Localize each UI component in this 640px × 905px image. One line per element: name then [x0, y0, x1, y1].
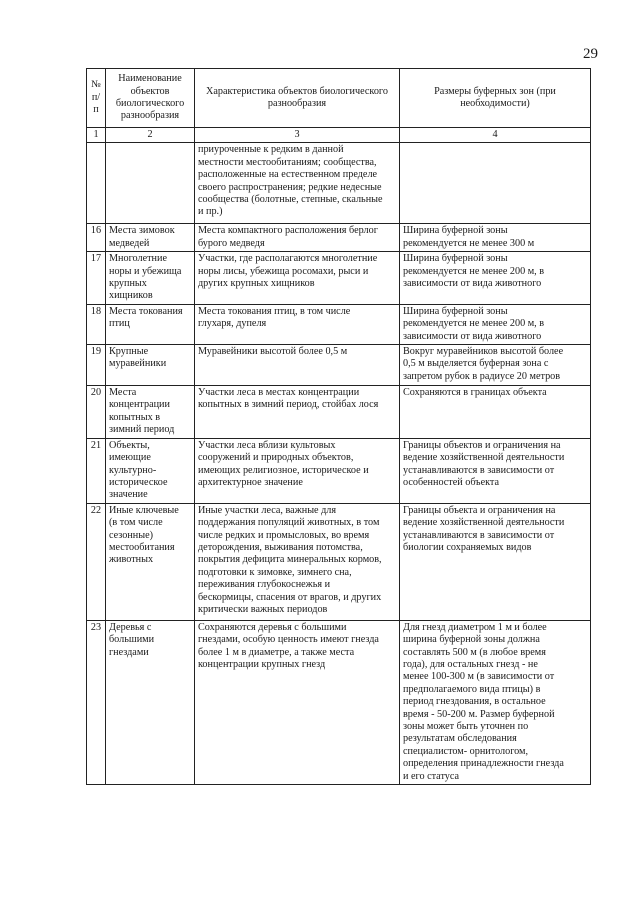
header-buffer-size: Размеры буферных зон (при необходимости): [400, 69, 591, 128]
column-number: 3: [195, 128, 400, 143]
row-number: 22: [87, 503, 106, 620]
object-name: Иные ключевые (в том числе сезонные) местообитания животных: [106, 503, 195, 620]
buffer-zone-size: Границы объекта и ограничения на ведение хозяйственной деятельности устанавливаются в зависимости от биологии сохраняемых видов: [400, 503, 591, 620]
header-object-name: Наименование объектов биологического разнообразия: [106, 69, 195, 128]
table-row: [87, 143, 591, 224]
object-name: Места концентрации копытных в зимний период: [106, 386, 195, 439]
buffer-zone-size: Ширина буферной зоны рекомендуется не менее 200 м, в зависимости от вида животного: [400, 304, 591, 344]
column-number: 2: [106, 128, 195, 143]
table-row: [87, 304, 591, 344]
column-number: 1: [87, 128, 106, 143]
row-number: 20: [87, 386, 106, 439]
row-number: 21: [87, 438, 106, 503]
table-header-row: [87, 69, 591, 128]
table-row: [87, 345, 591, 386]
row-number: [87, 143, 106, 224]
buffer-zones-table: [86, 68, 591, 785]
object-characteristic: Иные участки леса, важные для поддержания популяций животных, в том числе редких и промысловых, во время деторождения, выживания потомства, покрытия дефицита минеральных кормов, подготовки к зимовке, зимнего сна, переживания глубокоснежья и бескормицы, спасения от врагов, и других критически важных периодов: [195, 503, 400, 620]
row-number: 17: [87, 252, 106, 305]
table-row: [87, 252, 591, 305]
object-name: Деревья с большими гнездами: [106, 620, 195, 784]
table-row: [87, 503, 591, 620]
buffer-zone-size: Ширина буферной зоны рекомендуется не менее 200 м, в зависимости от вида животного: [400, 252, 591, 305]
column-number-row: [87, 128, 591, 143]
object-name: Места токования птиц: [106, 304, 195, 344]
header-characteristic: Характеристика объектов биологического разнообразия: [195, 69, 400, 128]
object-characteristic: Муравейники высотой более 0,5 м: [195, 345, 400, 386]
table-row: [87, 438, 591, 503]
row-number: 18: [87, 304, 106, 344]
object-name: [106, 143, 195, 224]
table-row: [87, 224, 591, 252]
object-characteristic: Сохраняются деревья с большими гнездами, особую ценность имеют гнезда более 1 м в диаметре, а также места концентрации крупных гнезд: [195, 620, 400, 784]
row-number: 19: [87, 345, 106, 386]
row-number: 23: [87, 620, 106, 784]
object-characteristic: Участки леса в местах концентрации копытных в зимний период, стойбах лося: [195, 386, 400, 439]
object-name: Крупные муравейники: [106, 345, 195, 386]
buffer-zone-size: [400, 143, 591, 224]
object-characteristic: Места компактного расположения берлог бурого медведя: [195, 224, 400, 252]
page-number: 29: [583, 46, 598, 62]
buffer-zone-size: Вокруг муравейников высотой более 0,5 м выделяется буферная зона с запретом рубок в радиусе 20 метров: [400, 345, 591, 386]
buffer-zone-size: Границы объектов и ограничения на ведение хозяйственной деятельности устанавливаются в зависимости от особенностей объекта: [400, 438, 591, 503]
column-number: 4: [400, 128, 591, 143]
buffer-zone-size: Сохраняются в границах объекта: [400, 386, 591, 439]
object-name: Места зимовок медведей: [106, 224, 195, 252]
object-characteristic: Участки, где располагаются многолетние норы лисы, убежища росомахи, рыси и других крупных хищников: [195, 252, 400, 305]
table-row: [87, 386, 591, 439]
object-characteristic: Места токования птиц, в том числе глухаря, дупеля: [195, 304, 400, 344]
object-characteristic: Участки леса вблизи культовых сооружений и природных объектов, имеющих религиозное, историческое и архитектурное значение: [195, 438, 400, 503]
header-number: № п/п: [87, 69, 106, 128]
object-characteristic: приуроченные к редким в данной местности местообитаниям; сообщества, расположенные на естественном пределе своего распространения; редкие недесные сообщества (болотные, степные, скальные и пр.): [195, 143, 400, 224]
buffer-zone-size: Для гнезд диаметром 1 м и более ширина буферной зоны должна составлять 500 м (в любое время года), для остальных гнезд - не менее 100-300 м (в зависимости от предполагаемого вида птицы) в период гнездования, в остальное время - 50-200 м. Размер буферной зоны может быть уточнен по результатам обследования специалистом- орнитологом, определения принадлежности гнезда и его статуса: [400, 620, 591, 784]
object-name: Объекты, имеющие культурно- историческое значение: [106, 438, 195, 503]
row-number: 16: [87, 224, 106, 252]
object-name: Многолетние норы и убежища крупных хищников: [106, 252, 195, 305]
table-row: [87, 620, 591, 784]
buffer-zone-size: Ширина буферной зоны рекомендуется не менее 300 м: [400, 224, 591, 252]
